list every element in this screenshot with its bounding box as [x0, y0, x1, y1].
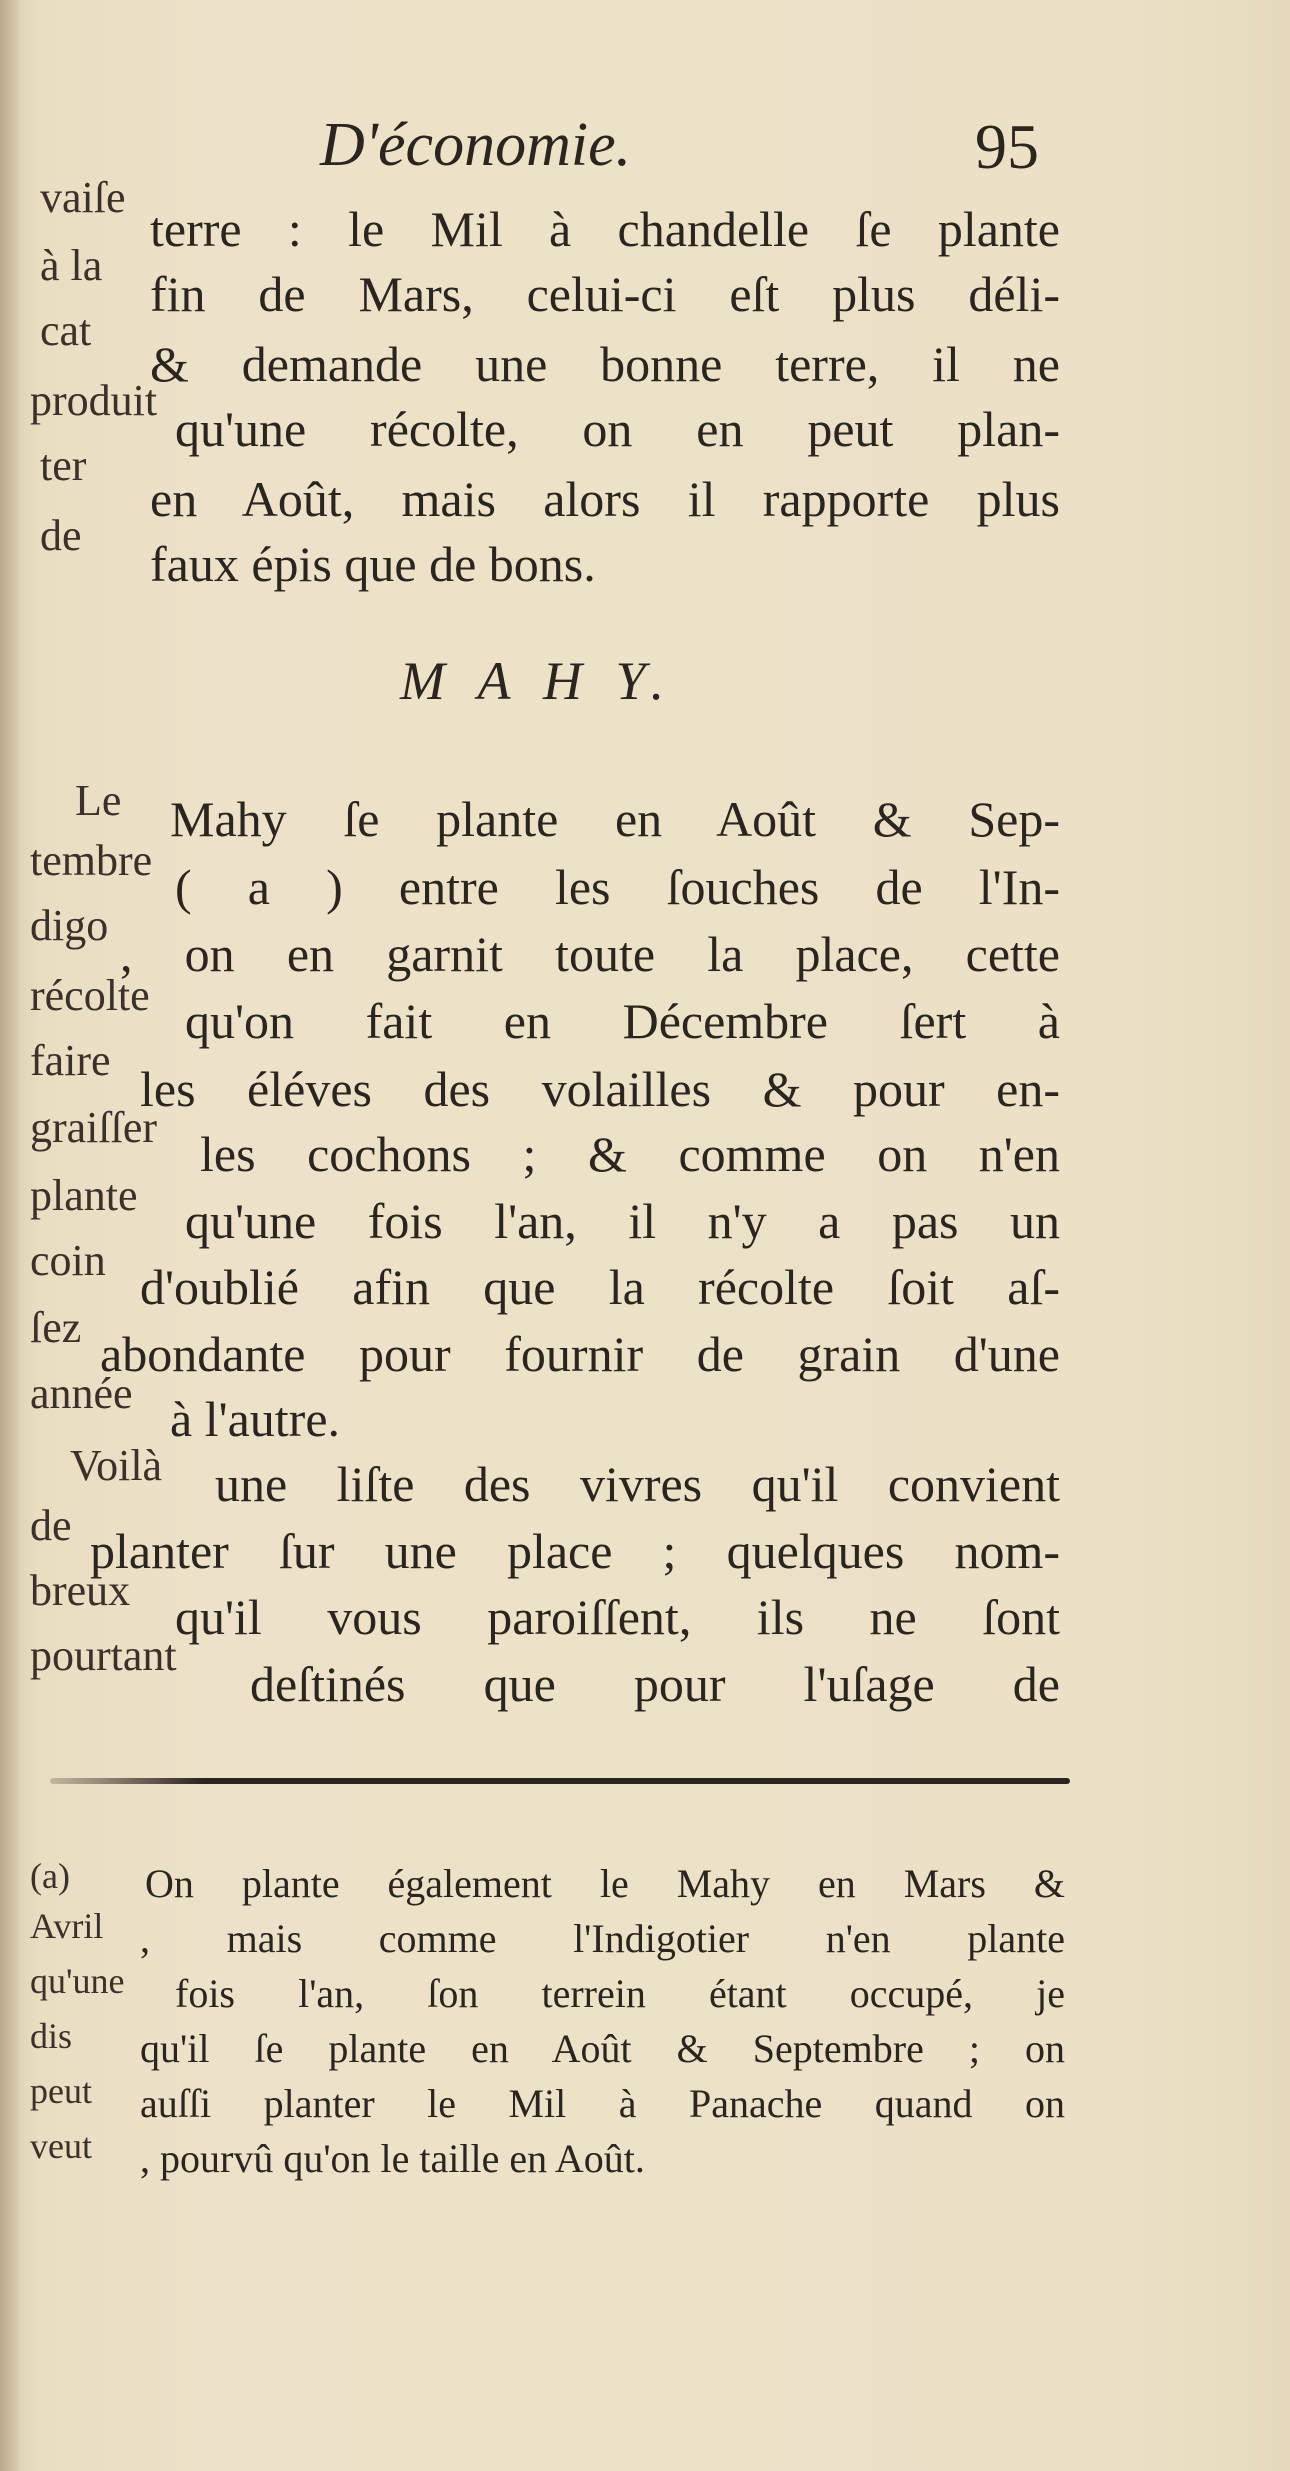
text-line: à l'autre.	[170, 1391, 341, 1447]
margin-word: qu'une	[30, 1961, 125, 2001]
text-line: terre : le Mil à chandelle ſe plante	[150, 201, 1060, 257]
margin-word: tembre	[30, 836, 153, 885]
text-line: en Août, mais alors il rapporte plus	[150, 471, 1060, 527]
text-line: les cochons ; & comme on n'en	[200, 1126, 1060, 1182]
text-line: qu'une récolte, on en peut plan-	[175, 401, 1060, 457]
section-heading: M A H Y.	[400, 651, 675, 711]
margin-word: (a)	[30, 1856, 70, 1896]
text-line: une liſte des vivres qu'il convient	[215, 1456, 1060, 1512]
footnote-line: , pourvû qu'on le taille en Août.	[140, 2136, 645, 2181]
margin-word: de	[30, 1501, 72, 1550]
footnote-line: fois l'an, ſon terrein étant occupé, je	[175, 1971, 1065, 2016]
footnote-line: auſſi planter le Mil à Panache quand on	[140, 2081, 1065, 2126]
running-head: D'économie.	[320, 111, 632, 179]
gutter-shadow	[0, 0, 22, 2471]
margin-word: ſez	[30, 1303, 82, 1352]
margin-word: Le	[75, 776, 122, 825]
margin-word: breux	[30, 1566, 131, 1615]
margin-word: pourtant	[30, 1631, 177, 1680]
margin-word: année	[30, 1369, 133, 1418]
text-line: ( a ) entre les ſouches de l'In-	[175, 859, 1060, 915]
margin-word: Voilà	[70, 1441, 163, 1490]
text-line: Mahy ſe plante en Août & Sep-	[170, 791, 1060, 847]
margin-word: cat	[40, 306, 92, 355]
text-line: qu'on fait en Décembre ſert à	[185, 993, 1060, 1049]
margin-word: de	[40, 511, 82, 560]
page-number: 95	[975, 111, 1039, 182]
text-line: , on en garnit toute la place, cette	[120, 926, 1060, 982]
margin-word: coin	[30, 1236, 106, 1285]
text-line: planter ſur une place ; quelques nom-	[90, 1523, 1060, 1579]
text-line: qu'une fois l'an, il n'y a pas un	[185, 1193, 1060, 1249]
footnote-rule	[50, 1778, 1070, 1784]
margin-word: graiſſer	[30, 1103, 158, 1152]
margin-word: Avril	[30, 1906, 104, 1946]
text-line: les éléves des volailles & pour en-	[140, 1061, 1060, 1117]
footnote-line: qu'il ſe plante en Août & Septembre ; on	[140, 2026, 1065, 2071]
text-line: fin de Mars, celui-ci eſt plus déli-	[150, 266, 1060, 322]
text-line: abondante pour fournir de grain d'une	[100, 1326, 1060, 1382]
margin-word: digo	[30, 901, 109, 950]
margin-word: plante	[30, 1171, 138, 1220]
margin-word: vaiſe	[40, 173, 126, 222]
margin-word: dis	[30, 2016, 73, 2056]
margin-word: à la	[40, 241, 103, 290]
text-line: d'oublié afin que la récolte ſoit aſ-	[140, 1259, 1060, 1315]
footnote-line: , mais comme l'Indigotier n'en plante	[140, 1916, 1065, 1961]
footnote-line: On plante également le Mahy en Mars &	[145, 1861, 1065, 1906]
margin-word: faire	[30, 1036, 111, 1085]
margin-word: veut	[30, 2126, 92, 2166]
text-line: deſtinés que pour l'uſage de	[250, 1656, 1060, 1712]
margin-word: peut	[30, 2071, 92, 2111]
text-line: qu'il vous paroiſſent, ils ne ſont	[175, 1589, 1060, 1645]
text-line: & demande une bonne terre, il ne	[150, 336, 1060, 392]
margin-word: produit	[30, 376, 158, 425]
margin-word: ter	[40, 441, 87, 490]
text-line: faux épis que de bons.	[150, 536, 596, 592]
margin-word: récolte	[30, 971, 150, 1020]
